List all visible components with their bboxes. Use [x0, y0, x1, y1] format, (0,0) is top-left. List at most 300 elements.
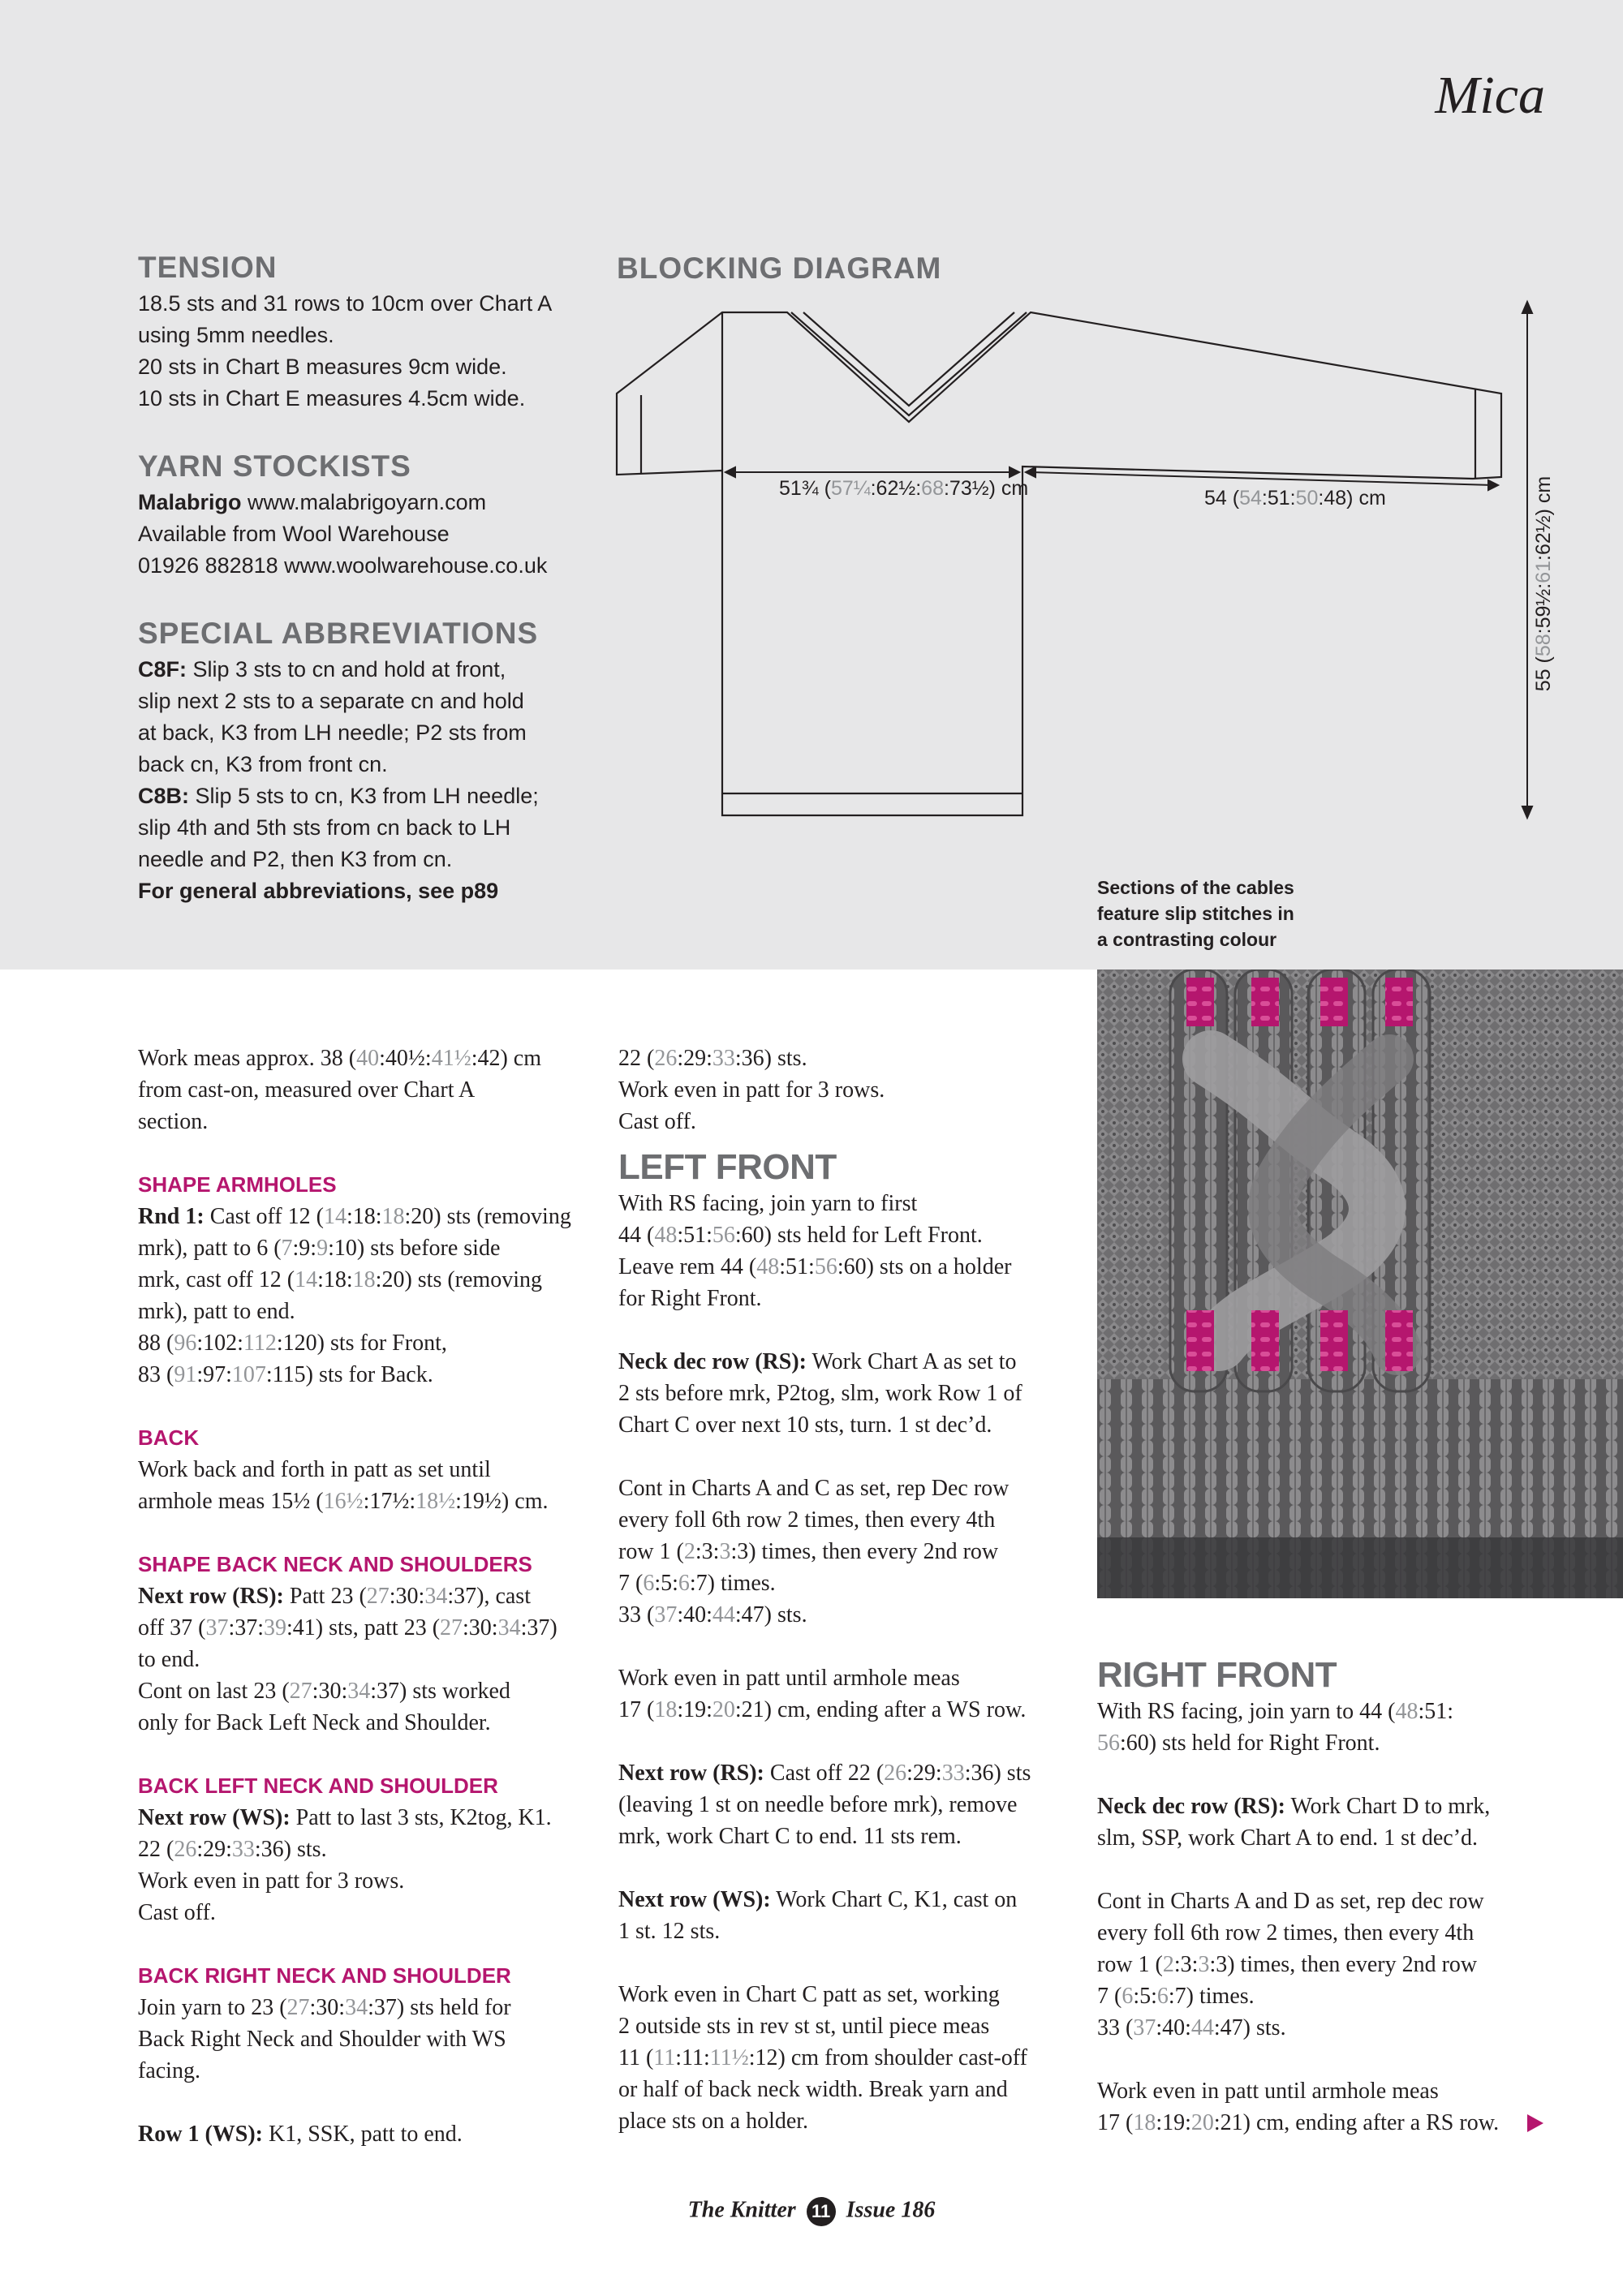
text-line [618, 1473, 1081, 1504]
text-run: Work even in patt until armhole meas [1097, 2079, 1439, 2104]
text-line [618, 1662, 1081, 1694]
text-line [618, 1074, 1081, 1106]
tension-line: using 5mm needles. [138, 323, 334, 347]
text-run: 1 st. 12 sts. [618, 1919, 721, 1944]
text-run: :17½: [363, 1489, 416, 1514]
stockist-url[interactable]: www.malabrigoyarn.com [248, 490, 487, 514]
text-run: :40: [677, 1602, 712, 1627]
text-run: :11: [675, 2045, 710, 2070]
text-line [618, 1346, 1081, 1378]
text-run: 33 ( [618, 1602, 655, 1627]
magazine-name: The Knitter [687, 2197, 796, 2223]
text-run: Work Chart C, K1, cast on [770, 1887, 1018, 1912]
text-run: Cast off. [138, 1900, 216, 1925]
text-line [138, 1992, 592, 2023]
text-run: slm, SSP, work Chart A to end. 1 st dec’d. [1097, 1825, 1479, 1851]
text-line [618, 1757, 1081, 1789]
text-run: :120) sts for Front, [276, 1331, 447, 1356]
text-line [138, 1359, 592, 1391]
text-run: :21) cm, ending after a RS row. [1213, 2110, 1500, 2135]
text-run: Work even in Chart C patt as set, working [618, 1982, 1000, 2007]
text-line [618, 1567, 1081, 1599]
text-line [138, 1264, 592, 1296]
text-line [618, 2042, 1081, 2074]
text-run: :20) sts (removing [404, 1204, 571, 1229]
stockist-line: 01926 882818 www.woolwarehouse.co.uk [138, 553, 548, 578]
paragraph-left-front [618, 1757, 1081, 1852]
text-line [138, 1201, 592, 1232]
stockist-line: Available from Wool Warehouse [138, 522, 450, 546]
size-value: 2 [683, 1539, 695, 1564]
text-line [138, 1232, 592, 1264]
text-run: :7) times. [1168, 1984, 1255, 2009]
text-line [1097, 1696, 1584, 1727]
size-value: 48 [756, 1254, 780, 1279]
row-label: Next row (RS): [618, 1761, 764, 1786]
text-line [618, 1599, 1081, 1631]
text-run: 2 sts before mrk, P2tog, slm, work Row 1 of [618, 1381, 1022, 1406]
abbr-line: slip 4th and 5th sts from cn back to LH [138, 815, 511, 840]
subheading-back: BACK [138, 1425, 200, 1450]
text-line [138, 2055, 592, 2087]
text-run: 88 ( [138, 1331, 174, 1356]
text-run: :37) [520, 1615, 558, 1640]
text-run: :18: [346, 1204, 382, 1229]
text-line [618, 1536, 1081, 1567]
text-run: Patt 23 ( [283, 1584, 367, 1609]
text-run: Cont in Charts A and D as set, rep dec row [1097, 1889, 1484, 1914]
text-line [618, 1106, 1081, 1137]
abbr-line: at back, K3 from LH needle; P2 sts from [138, 720, 527, 745]
text-line [138, 1106, 592, 1137]
paragraph-right-front [1097, 1696, 1584, 1759]
text-run: :51: [677, 1223, 712, 1248]
text-line [138, 1612, 592, 1644]
text-line [1097, 2107, 1584, 2139]
text-run: :12) cm from shoulder cast-off [748, 2045, 1027, 2070]
text-run: :30: [389, 1584, 425, 1609]
text-run: :19: [1156, 2110, 1191, 2135]
text-run: to end. [138, 1647, 200, 1672]
size-value: 27 [286, 1995, 310, 2020]
text-line [138, 1897, 592, 1928]
cable-detail-photo [1097, 970, 1623, 1598]
pattern-column-3 [1097, 1655, 1584, 2139]
text-run: :19½) cm. [455, 1489, 549, 1514]
general-abbr-note[interactable]: For general abbreviations, see p89 [138, 879, 499, 903]
abbr-label: C8F: [138, 657, 187, 681]
text-run: :20) sts (removing [375, 1267, 542, 1292]
paragraph-armholes [138, 1201, 592, 1391]
text-run: facing. [138, 2058, 200, 2083]
text-line [138, 2118, 592, 2150]
size-value: 34 [345, 1995, 368, 2020]
text-run: from cast-on, measured over Chart A [138, 1077, 476, 1103]
paragraph-row1 [138, 2118, 592, 2150]
size-value: 44 [712, 1602, 735, 1627]
sleeve-measurement: 54 (54:51:50:48) cm [1204, 487, 1386, 510]
row-label: Neck dec row (RS): [618, 1349, 807, 1374]
size-value: 34 [424, 1584, 448, 1609]
text-run: 83 ( [138, 1362, 174, 1387]
pattern-column-2 [618, 1043, 1081, 2137]
text-run: 44 ( [618, 1223, 655, 1248]
text-run: Work back and forth in patt as set until [138, 1457, 491, 1482]
text-line [1097, 1980, 1584, 2012]
size-value: 6 [678, 1571, 690, 1596]
text-run: Join yarn to 23 ( [138, 1995, 287, 2020]
paragraph-left-front [618, 1662, 1081, 1726]
row-label: Next row (WS): [138, 1805, 291, 1830]
text-run: :37) sts worked [370, 1679, 510, 1704]
text-run: :3: [695, 1539, 720, 1564]
text-run: :36) sts. [734, 1046, 807, 1071]
text-line [138, 1486, 592, 1517]
chest-measurement: 51¾ (57¼:62½:68:73½) cm [779, 477, 1029, 500]
diagram-heading: BLOCKING DIAGRAM [617, 252, 942, 285]
text-run: for Right Front. [618, 1286, 762, 1311]
text-run: Back Right Neck and Shoulder with WS [138, 2027, 506, 2052]
text-run: :36) sts. [254, 1837, 327, 1862]
text-line [618, 1188, 1081, 1219]
text-run: :21) cm, ending after a WS row. [734, 1697, 1027, 1722]
text-run: :10) sts before side [328, 1236, 501, 1261]
size-value: 40 [356, 1046, 380, 1071]
size-value: 26 [654, 1046, 678, 1071]
text-run: :9: [292, 1236, 317, 1261]
size-value: 2 [1162, 1952, 1174, 1977]
tension-line: 18.5 sts and 31 rows to 10cm over Chart A [138, 291, 553, 316]
text-run: :7) times. [689, 1571, 776, 1596]
text-run: every foll 6th row 2 times, then every 4th [1097, 1920, 1474, 1946]
abbr-line: back cn, K3 from front cn. [138, 752, 388, 776]
size-value: 18 [1133, 2110, 1156, 2135]
size-value: 48 [654, 1223, 678, 1248]
size-value: 3 [719, 1539, 731, 1564]
text-run: 11 ( [618, 2045, 654, 2070]
text-run: Leave rem 44 ( [618, 1254, 757, 1279]
abbreviations-heading: SPECIAL ABBREVIATIONS [138, 617, 539, 650]
text-run: 22 ( [138, 1837, 174, 1862]
text-line [138, 1327, 592, 1359]
text-run: Cont in Charts A and C as set, rep Dec row [618, 1476, 1010, 1501]
text-line [1097, 2012, 1584, 2044]
text-run: :29: [677, 1046, 712, 1071]
text-run: :40: [1156, 2015, 1191, 2040]
tension-line: 10 sts in Chart E measures 4.5cm wide. [138, 386, 526, 411]
text-line [138, 1296, 592, 1327]
abbr-line: slip next 2 sts to a separate cn and hold [138, 689, 524, 713]
text-run: only for Back Left Neck and Shoulder. [138, 1710, 491, 1735]
text-line [618, 1283, 1081, 1314]
text-run: :29: [906, 1761, 942, 1786]
text-line [618, 1884, 1081, 1915]
paragraph-cont [618, 1043, 1081, 1137]
text-run: K1, SSK, patt to end. [263, 2122, 463, 2147]
paragraph-right-front [1097, 1885, 1584, 2044]
text-run: Work even in patt for 3 rows. [618, 1077, 885, 1103]
text-line [618, 1979, 1081, 2010]
text-line [618, 2105, 1081, 2137]
text-line [618, 2074, 1081, 2105]
text-line [138, 1802, 592, 1834]
size-value: 56 [712, 1223, 735, 1248]
photo-caption: Sections of the cables feature slip stitches in a contrasting colour [1097, 877, 1294, 950]
text-line [1097, 1791, 1584, 1822]
size-value: 27 [440, 1615, 463, 1640]
text-run: off 37 ( [138, 1615, 206, 1640]
size-value: 11½ [709, 2045, 749, 2070]
size-value: 37 [1133, 2015, 1156, 2040]
text-run: 33 ( [1097, 2015, 1134, 2040]
text-run: mrk, cast off 12 ( [138, 1267, 295, 1292]
text-line [618, 1694, 1081, 1726]
row-label: Next row (RS): [138, 1584, 284, 1609]
text-run: :47) sts. [734, 1602, 807, 1627]
text-run: :97: [196, 1362, 232, 1387]
text-run: Cast off 12 ( [204, 1204, 324, 1229]
text-line [1097, 1917, 1584, 1949]
paragraph-left-front [618, 1346, 1081, 1441]
row-label: Neck dec row (RS): [1097, 1794, 1285, 1819]
stockist-brand: Malabrigo [138, 490, 242, 514]
size-value: 34 [347, 1679, 371, 1704]
text-line [138, 1834, 592, 1865]
text-run: 2 outside sts in rev st st, until piece meas [618, 2014, 990, 2039]
text-line [138, 1043, 592, 1074]
size-value: 56 [814, 1254, 837, 1279]
text-line [618, 1504, 1081, 1536]
paragraph-shape-back [138, 1580, 592, 1739]
text-run: every foll 6th row 2 times, then every 4th [618, 1507, 996, 1533]
text-line [618, 2010, 1081, 2042]
text-line [1097, 1949, 1584, 1980]
paragraph-left-front [618, 1884, 1081, 1947]
stockist-brand-line [138, 487, 592, 518]
size-value: 9 [316, 1236, 329, 1261]
text-run: :3) times, then every 2nd row [1209, 1952, 1478, 1977]
size-value: 20 [1190, 2110, 1214, 2135]
size-value: 27 [289, 1679, 312, 1704]
text-line [138, 1865, 592, 1897]
text-run: :30: [463, 1615, 498, 1640]
length-measurement: 55 (58:59½:61:62½) cm [1532, 475, 1556, 692]
abbr-line: needle and P2, then K3 from cn. [138, 847, 453, 871]
paragraph-right-front [1097, 2075, 1584, 2139]
text-line [618, 1915, 1081, 1947]
size-value: 6 [1121, 1984, 1134, 2009]
text-run: :37) sts held for [368, 1995, 511, 2020]
size-value: 26 [174, 1837, 197, 1862]
tension-heading: TENSION [138, 251, 278, 284]
size-value: 14 [295, 1267, 318, 1292]
info-column [138, 252, 592, 907]
size-value: 39 [264, 1615, 287, 1640]
paragraph-back-left [138, 1802, 592, 1928]
subheading-back-left: BACK LEFT NECK AND SHOULDER [138, 1774, 498, 1798]
text-run: :115) sts for Back. [265, 1362, 433, 1387]
size-value: 107 [231, 1362, 266, 1387]
text-line [138, 1644, 592, 1675]
row-label: Next row (WS): [618, 1887, 771, 1912]
text-run: place sts on a holder. [618, 2109, 809, 2134]
text-run: Work even in patt for 3 rows. [138, 1868, 405, 1894]
size-value: 27 [366, 1584, 390, 1609]
text-run: 7 ( [1097, 1984, 1122, 2009]
size-value: 16½ [323, 1489, 364, 1514]
text-run: :3) times, then every 2nd row [730, 1539, 999, 1564]
size-value: 112 [243, 1331, 277, 1356]
text-run: 17 ( [1097, 2110, 1134, 2135]
text-run: :102: [196, 1331, 243, 1356]
abbr-label: C8B: [138, 784, 190, 808]
text-run: 22 ( [618, 1046, 655, 1071]
text-run: mrk, work Chart C to end. 11 sts rem. [618, 1824, 962, 1849]
size-value: 33 [231, 1837, 255, 1862]
size-value: 7 [281, 1236, 293, 1261]
text-run: 7 ( [618, 1571, 644, 1596]
size-value: 3 [1198, 1952, 1210, 1977]
text-run: :60) sts held for Left Front. [734, 1223, 983, 1248]
size-value: 41½ [431, 1046, 471, 1071]
abbr-text: Slip 3 sts to cn and hold at front, [187, 657, 506, 681]
text-line [618, 1378, 1081, 1409]
size-value: 96 [174, 1331, 197, 1356]
text-run: section. [138, 1109, 209, 1134]
abbr-line [138, 654, 592, 686]
text-line [618, 1789, 1081, 1821]
row-label: Row 1 (WS): [138, 2122, 263, 2147]
text-line [618, 1043, 1081, 1074]
text-run: Work meas approx. 38 ( [138, 1046, 357, 1071]
page-footer [0, 2197, 1623, 2226]
size-value: 18 [352, 1267, 376, 1292]
subheading-shape-back-neck: SHAPE BACK NECK AND SHOULDERS [138, 1552, 532, 1576]
text-run: :30: [309, 1995, 346, 2020]
size-value: 37 [205, 1615, 229, 1640]
page-number: 11 [807, 2197, 836, 2226]
subheading-shape-armholes: SHAPE ARMHOLES [138, 1172, 337, 1197]
tension-line: 20 sts in Chart B measures 9cm wide. [138, 355, 507, 379]
abbr-text: Slip 5 sts to cn, K3 from LH needle; [189, 784, 539, 808]
size-value: 34 [497, 1615, 521, 1640]
text-run: row 1 ( [618, 1539, 684, 1564]
text-run: Work Chart D to mrk, [1285, 1794, 1491, 1819]
text-run: mrk), patt to end. [138, 1299, 295, 1324]
text-run: :30: [312, 1679, 348, 1704]
text-run: Work even in patt until armhole meas [618, 1666, 960, 1691]
text-run: :18: [317, 1267, 353, 1292]
text-run: :37: [228, 1615, 265, 1640]
text-line [1097, 1822, 1584, 1854]
text-run: With RS facing, join yarn to first [618, 1191, 918, 1216]
text-run: Cont on last 23 ( [138, 1679, 290, 1704]
text-run: mrk), patt to 6 ( [138, 1236, 282, 1261]
text-line [138, 1675, 592, 1707]
text-run: :60) sts held for Right Front. [1120, 1731, 1380, 1756]
text-run: Chart C over next 10 sts, turn. 1 st dec’d. [618, 1412, 992, 1438]
text-line [618, 1821, 1081, 1852]
size-value: 56 [1097, 1731, 1120, 1756]
blocking-diagram [609, 292, 1550, 828]
subheading-back-right: BACK RIGHT NECK AND SHOULDER [138, 1963, 511, 1988]
paragraph-left-front [618, 1188, 1081, 1314]
paragraph-back [138, 1454, 592, 1517]
text-run: With RS facing, join yarn to 44 ( [1097, 1699, 1396, 1724]
row-label: Rnd 1: [138, 1204, 204, 1229]
text-line [618, 1251, 1081, 1283]
text-run: :37), cast [447, 1584, 531, 1609]
stockists-heading: YARN STOCKISTS [138, 449, 411, 483]
size-value: 91 [174, 1362, 197, 1387]
text-line [138, 1580, 592, 1612]
issue-number: Issue 186 [846, 2197, 936, 2223]
size-value: 6 [643, 1571, 655, 1596]
text-run: :51: [779, 1254, 815, 1279]
pattern-column-1 [138, 1043, 592, 2150]
size-value: 26 [884, 1761, 907, 1786]
paragraph-left-front [618, 1473, 1081, 1631]
text-run: armhole meas 15½ ( [138, 1489, 324, 1514]
abbreviations-section [138, 617, 592, 907]
pattern-title: Mica [1435, 66, 1545, 125]
text-run: Patt to last 3 sts, K2tog, K1. [290, 1805, 552, 1830]
size-value: 20 [712, 1697, 735, 1722]
text-run: :3: [1173, 1952, 1199, 1977]
text-run: 17 ( [618, 1697, 655, 1722]
size-value: 18 [654, 1697, 678, 1722]
abbr-line [138, 780, 592, 812]
size-value: 18½ [415, 1489, 456, 1514]
text-run: :19: [677, 1697, 712, 1722]
size-value: 37 [654, 1602, 678, 1627]
stockists-section [138, 450, 592, 582]
size-value: 18 [381, 1204, 405, 1229]
text-run: :40½: [379, 1046, 432, 1071]
text-run: Cast off 22 ( [764, 1761, 885, 1786]
text-line [1097, 1727, 1584, 1759]
text-line [618, 1409, 1081, 1441]
text-line [138, 1074, 592, 1106]
triangle-right-icon[interactable] [1527, 2114, 1543, 2132]
text-run: or half of back neck width. Break yarn and [618, 2077, 1008, 2102]
paragraph-left-front [618, 1979, 1081, 2137]
text-run: Cast off. [618, 1109, 696, 1134]
paragraph-back-right [138, 1992, 592, 2087]
text-line [618, 1219, 1081, 1251]
text-run: :36) sts [964, 1761, 1031, 1786]
section-heading-right-front: RIGHT FRONT [1097, 1655, 1337, 1695]
text-run: :51: [1418, 1699, 1454, 1724]
text-line [1097, 2075, 1584, 2107]
tension-section [138, 252, 592, 415]
text-run: row 1 ( [1097, 1952, 1163, 1977]
text-run: :5: [1133, 1984, 1157, 2009]
text-run: :47) sts. [1213, 2015, 1286, 2040]
size-value: 33 [941, 1761, 965, 1786]
text-line [138, 2023, 592, 2055]
size-value: 48 [1395, 1699, 1419, 1724]
size-value: 33 [712, 1046, 735, 1071]
size-value: 6 [1156, 1984, 1169, 2009]
text-run: :60) sts on a holder [837, 1254, 1012, 1279]
text-run: (leaving 1 st on needle before mrk), remove [618, 1792, 1018, 1817]
text-run: Work Chart A as set to [806, 1349, 1017, 1374]
text-run: :41) sts, patt 23 ( [286, 1615, 441, 1640]
paragraph-right-front [1097, 1791, 1584, 1854]
text-run: :5: [654, 1571, 678, 1596]
text-run: :42) cm [471, 1046, 541, 1071]
